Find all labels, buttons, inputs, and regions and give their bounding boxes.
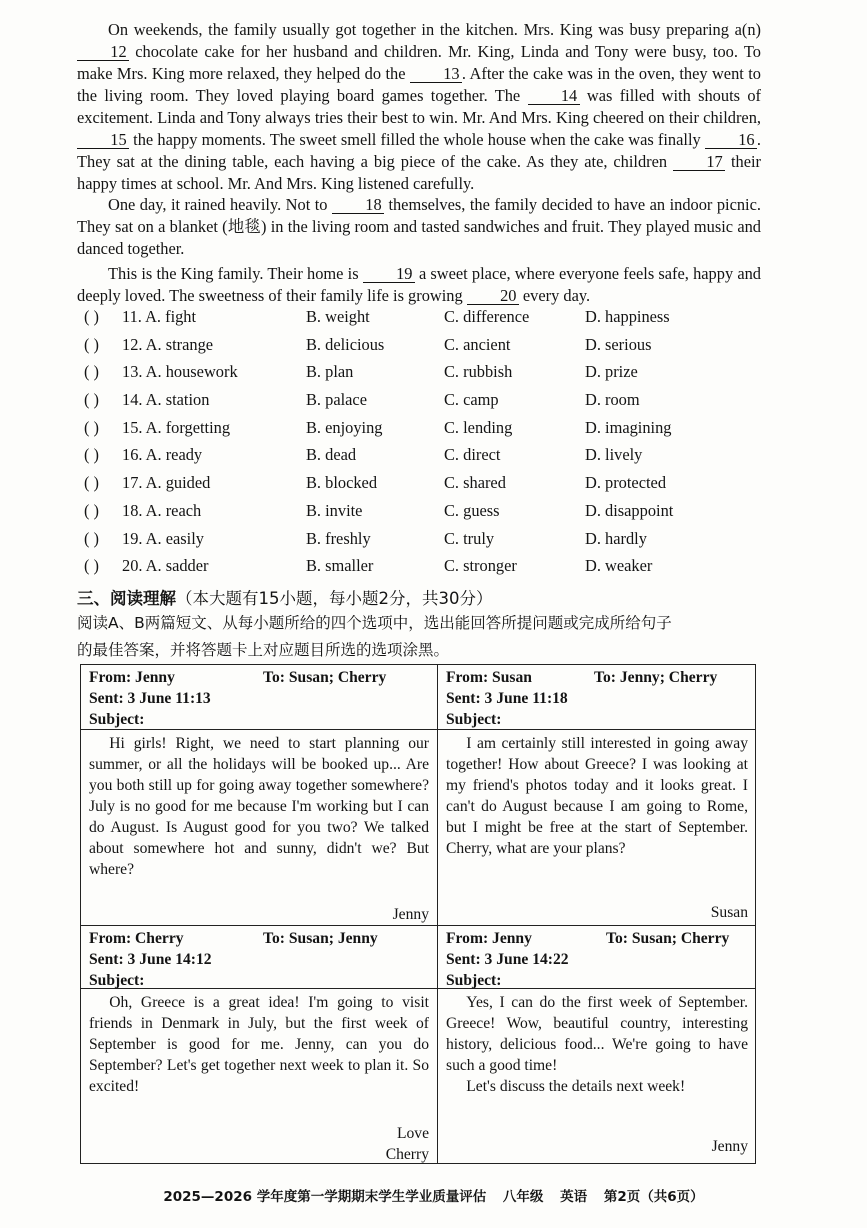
email-body-text: Oh, Greece is a great idea! I'm going to visit friends in Denmark in July, but the first week of September is good for me. Jenny, can you do September? Let's get together next week to plan it. So excited!	[89, 994, 429, 1095]
option-d: D. happiness	[585, 307, 670, 326]
email-jenny-2	[438, 926, 756, 1164]
option-row-20	[84, 556, 784, 584]
answer-bracket[interactable]: ( )	[84, 500, 100, 520]
passage-paragraph-1	[77, 19, 761, 195]
blank-20: 20	[467, 287, 519, 305]
answer-bracket[interactable]: ( )	[84, 390, 100, 410]
option-a: 16. A. ready	[122, 445, 203, 465]
email-header	[438, 926, 756, 993]
email-signature	[712, 1136, 748, 1157]
answer-bracket[interactable]: ( )	[84, 334, 100, 354]
option-b: B. plan	[306, 362, 354, 382]
blank-12: 12	[77, 43, 129, 61]
email-sent: Sent: 3 June 11:18	[446, 690, 568, 707]
option-c: C. difference	[444, 307, 530, 326]
option-a: 13. A. housework	[122, 362, 238, 382]
email-from: From: Cherry	[89, 930, 184, 947]
email-subject: Subject:	[89, 972, 145, 989]
option-row-19	[84, 529, 784, 557]
option-c: C. lending	[444, 417, 513, 437]
option-c: C. rubbish	[444, 362, 513, 382]
blank-19: 19	[363, 265, 415, 283]
blank-17: 17	[673, 153, 725, 171]
answer-bracket[interactable]: ( )	[84, 417, 100, 437]
section-heading: 三、阅读理解	[77, 589, 176, 608]
footer-grade: 八年级	[502, 1189, 544, 1205]
email-signature	[711, 902, 748, 923]
answer-bracket[interactable]: ( )	[84, 307, 100, 326]
passage-text: . They sat at the dining table, each having a big piece of the cake. As they ate, children	[77, 130, 761, 171]
email-body-text: Hi girls! Right, we need to start planning our summer, or all the holidays will be booked up... Are you both still up for going away together somewhere? July is no good for me because I'm working but I can do August. Is August good for you two? We talked about somewhere hot and sunny, didn't we? But where?	[89, 735, 429, 878]
email-from: From: Jenny	[446, 930, 532, 947]
option-c: C. stronger	[444, 556, 517, 576]
email-sent: Sent: 3 June 14:22	[446, 951, 569, 968]
passage-text: chocolate cake for her husband and children. Mr. King, Linda and Tony were busy, too. To make Mrs. King more relaxed, they helped do the	[77, 42, 761, 83]
option-row-17	[84, 473, 784, 501]
blank-14: 14	[528, 87, 580, 105]
option-a: 17. A. guided	[122, 473, 211, 493]
email-table	[80, 664, 756, 1164]
option-row-12	[84, 335, 784, 363]
option-a: 11. A. fight	[122, 307, 197, 326]
signature-line: Jenny	[711, 1138, 748, 1155]
option-d: D. weaker	[585, 556, 653, 576]
email-body	[438, 990, 756, 1099]
option-row-14	[84, 390, 784, 418]
email-from: From: Susan	[446, 669, 532, 686]
email-to: To: Susan; Jenny	[263, 930, 378, 947]
option-d: D. prize	[585, 362, 638, 382]
option-c: C. ancient	[444, 334, 511, 354]
answer-bracket[interactable]: ( )	[84, 362, 100, 382]
email-header	[438, 665, 756, 732]
option-c: C. direct	[444, 445, 501, 465]
option-d: D. hardly	[585, 528, 647, 548]
answer-options	[84, 307, 784, 584]
passage-paragraph-2	[77, 194, 761, 260]
email-signature	[386, 1123, 429, 1165]
option-d: D. protected	[585, 473, 667, 493]
option-d: D. imagining	[585, 417, 672, 437]
email-jenny-1	[81, 665, 437, 925]
email-body-text: Let's discuss the details next week!	[466, 1078, 686, 1095]
signature-line: Cherry	[385, 1146, 429, 1163]
answer-bracket[interactable]: ( )	[84, 556, 100, 576]
email-subject: Subject:	[446, 972, 502, 989]
passage-text: a sweet place, where everyone feels safe, happy and deeply loved. The sweetness of their family life is growing	[77, 264, 761, 305]
passage-text: On weekends, the family usually got together in the kitchen. Mrs. King was busy preparing a(n)	[108, 20, 761, 39]
option-b: B. palace	[306, 390, 367, 410]
option-row-11	[84, 307, 784, 335]
answer-bracket[interactable]: ( )	[84, 473, 100, 493]
blank-18: 18	[332, 196, 384, 214]
option-b: B. smaller	[306, 556, 374, 576]
option-row-16	[84, 445, 784, 473]
email-signature	[393, 904, 429, 925]
option-b: B. dead	[306, 445, 357, 465]
option-row-18	[84, 501, 784, 529]
email-body-text: Yes, I can do the first week of September. Greece! Wow, beautiful country, interesting history, delicious food... We're going to have such a good time!	[446, 994, 748, 1074]
passage-text: was filled with shouts of excitement. Linda and Tony always tries their best to win. Mr. And Mrs. King cheered on their children,	[77, 86, 761, 127]
email-to: To: Susan; Cherry	[606, 930, 730, 947]
passage-text: One day, it rained heavily. Not to	[108, 195, 332, 214]
option-d: D. serious	[585, 334, 652, 354]
email-body-text: I am certainly still interested in going away together! How about Greece? I was looking at my friend's photos today and it looks great. I can't do August because I am going to Rome, but I might be free at the start of September. Cherry, what are your plans?	[446, 735, 748, 857]
footer-page-number: 第2页（共6页）	[603, 1189, 704, 1205]
option-b: B. enjoying	[306, 417, 383, 437]
passage-text: every day.	[518, 286, 591, 305]
email-subject: Subject:	[446, 711, 502, 728]
blank-15: 15	[77, 131, 129, 149]
option-a: 20. A. sadder	[122, 556, 209, 576]
email-to: To: Jenny; Cherry	[594, 669, 718, 686]
option-a: 14. A. station	[122, 390, 210, 410]
option-d: D. room	[585, 390, 640, 410]
blank-16: 16	[705, 131, 757, 149]
option-b: B. blocked	[306, 473, 378, 493]
signature-line: Love	[396, 1125, 429, 1142]
option-d: D. lively	[585, 445, 643, 465]
signature-line: Susan	[710, 904, 748, 921]
passage-paragraph-3	[77, 263, 761, 307]
email-from: From: Jenny	[89, 669, 175, 686]
option-b: B. weight	[306, 307, 370, 326]
email-body	[438, 731, 756, 861]
option-a: 18. A. reach	[122, 500, 202, 520]
blank-13: 13	[410, 65, 462, 83]
footer-subject: 英语	[560, 1189, 588, 1205]
option-a: 19. A. easily	[122, 528, 204, 548]
option-a: 15. A. forgetting	[122, 417, 231, 437]
passage-text: the happy moments. The sweet smell filled the whole house when the cake was finally	[129, 130, 705, 149]
email-header	[81, 926, 437, 993]
option-c: C. guess	[444, 500, 500, 520]
section-note: （本大题有15小题，每小题2分，共30分）	[176, 589, 493, 608]
section-instruction-1: 阅读A、B两篇短文、从每小题所给的四个选项中，选出能回答所提问题或完成所给句子	[77, 614, 672, 632]
page-footer	[0, 1185, 867, 1205]
passage-text: themselves, the family decided to have an indoor picnic. They sat on a blanket (地毯) in the living room and tasted sandwiches and fruit. They played music and danced together.	[77, 195, 761, 258]
option-c: C. camp	[444, 390, 499, 410]
option-a: 12. A. strange	[122, 334, 214, 354]
email-to: To: Susan; Cherry	[263, 669, 387, 686]
passage-text: This is the King family. Their home is	[108, 264, 363, 283]
option-b: B. invite	[306, 500, 363, 520]
answer-bracket[interactable]: ( )	[84, 445, 100, 465]
passage-text: . After the cake was in the oven, they went to the living room. They loved playing board games together. The	[77, 64, 761, 105]
section-title	[77, 585, 493, 609]
email-body	[81, 990, 437, 1099]
email-sent: Sent: 3 June 11:13	[89, 690, 211, 707]
signature-line: Jenny	[392, 906, 429, 923]
option-d: D. disappoint	[585, 500, 674, 520]
section-instruction-2: 的最佳答案，并将答题卡上对应题目所选的选项涂黑。	[77, 641, 450, 659]
email-cherry	[81, 926, 437, 1164]
passage-text: their happy times at school. Mr. And Mrs. King listened carefully.	[77, 152, 761, 193]
option-b: B. freshly	[306, 528, 371, 548]
answer-bracket[interactable]: ( )	[84, 528, 100, 548]
email-header	[81, 665, 437, 732]
option-row-15	[84, 418, 784, 446]
email-subject: Subject:	[89, 711, 145, 728]
option-b: B. delicious	[306, 334, 385, 354]
email-susan	[438, 665, 756, 925]
option-c: C. truly	[444, 528, 495, 548]
email-sent: Sent: 3 June 14:12	[89, 951, 212, 968]
option-row-13	[84, 362, 784, 390]
option-c: C. shared	[444, 473, 506, 493]
email-body	[81, 731, 437, 882]
footer-year: 2025—2026 学年度第一学期期末学生学业质量评估	[163, 1189, 487, 1205]
